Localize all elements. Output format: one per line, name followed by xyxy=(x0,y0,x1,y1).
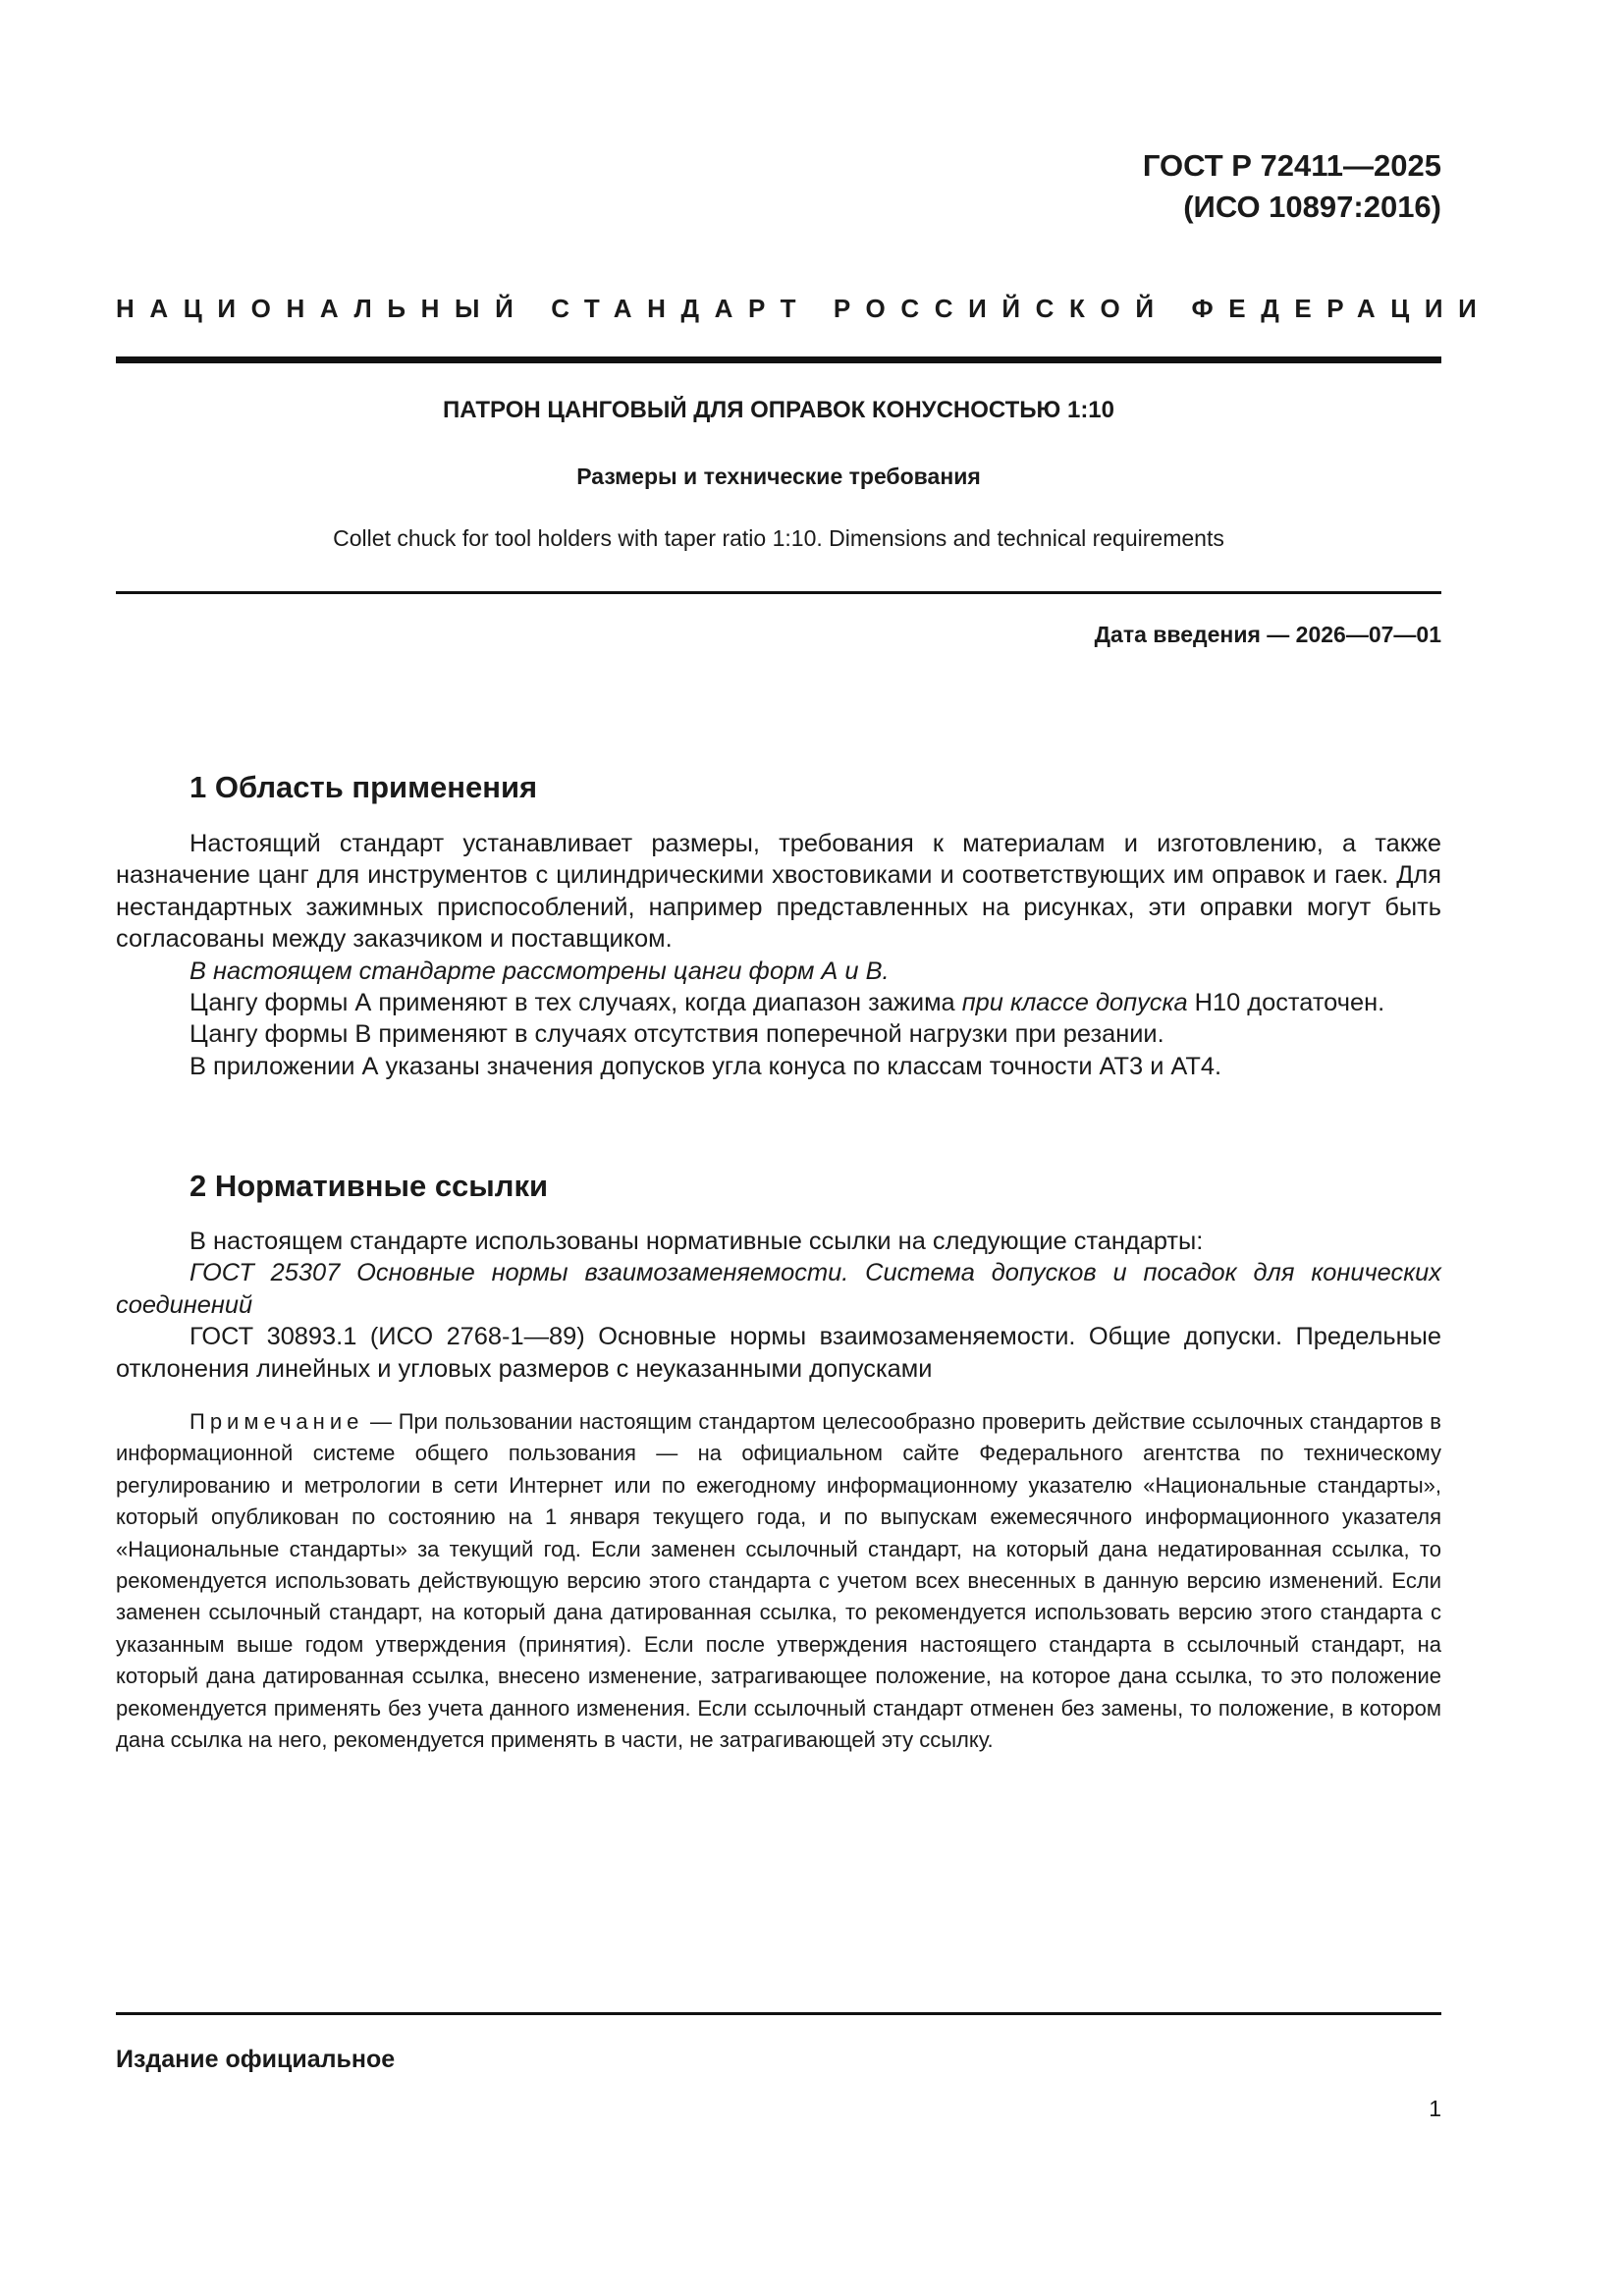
paragraph xyxy=(116,987,1441,1018)
note xyxy=(116,1406,1441,1756)
note-text: — При пользовании настоящим стандартом целесообразно проверить действие ссылочных стандартов в информационной системе общего пользования — на официальном сайте Федерального агентства по техническому регулированию и метрологии в сети Интернет или по ежегодному информационному указателю «Национальные стандарты», который опубликован по состоянию на 1 января текущего года, и по выпускам ежемесячного информационного указателя «Национальные стандарты» за текущий год. Если заменен ссылочный стандарт, на который дана недатированная ссылка, то рекомендуется использовать действующую версию этого стандарта с учетом всех внесенных в данную версию изменений. Если заменен ссылочный стандарт, на который дана датированная ссылка, то рекомендуется использовать версию этого стандарта с указанным выше годом утверждения (принятия). Если после утверждения настоящего стандарта в ссылочный стандарт, на который дана датированная ссылка, внесено изменение, затрагивающее положение, на которое дана ссылка, то это положение рекомендуется применять без учета данного изменения. Если ссылочный стандарт отменен без замены, то положение, в котором дана ссылка на него, рекомендуется применять в части, не затрагивающей эту ссылку. xyxy=(116,1409,1441,1753)
section-1-heading: 1 Область применения xyxy=(189,770,538,804)
text-run: H10 достаточен. xyxy=(1187,989,1385,1017)
section-2-heading: 2 Нормативные ссылки xyxy=(189,1169,549,1203)
edition-label: Издание официальное xyxy=(116,2046,396,2073)
page-number: 1 xyxy=(1429,2096,1441,2121)
title-divider xyxy=(116,591,1441,594)
paragraph: Настоящий стандарт устанавливает размеры, требования к материалам и изготовлению, а также назначение цанг для инструментов с цилиндрическими хвостовиками и соответствующих им оправок и гаек. Для нестандартных зажимных приспособлений, например представленных на рисунках, эти оправки могут быть согласованы между заказчиком и поставщиком. xyxy=(116,830,1441,954)
iso-reference: (ИСО 10897:2016) xyxy=(1183,190,1441,224)
paragraph: В настоящем стандарте использованы нормативные ссылки на следующие стандарты: xyxy=(189,1228,1204,1255)
header-divider xyxy=(116,356,1441,363)
section-2-body xyxy=(116,1226,1441,1385)
note-paragraph xyxy=(116,1406,1441,1756)
paragraph: В настоящем стандарте рассмотрены цанги форм А и В. xyxy=(189,957,890,985)
note-label: Примечание xyxy=(189,1409,364,1434)
paragraph: В приложении А указаны значения допусков угла конуса по классам точности АТ3 и АТ4. xyxy=(189,1052,1222,1080)
standard-designation xyxy=(1143,145,1441,228)
reference-item: ГОСТ 30893.1 (ИСО 2768-1—89) Основные нормы взаимозаменяемости. Общие допуски. Предельные отклонения линейных и угловых размеров с неуказанными допусками xyxy=(116,1323,1441,1383)
italic-text-run: при классе допуска xyxy=(961,989,1188,1017)
reference-item: ГОСТ 25307 Основные нормы взаимозаменяемости. Система допусков и посадок для конических соединений xyxy=(116,1259,1441,1319)
paragraph: Цангу формы В применяют в случаях отсутствия поперечной нагрузки при резании. xyxy=(189,1020,1164,1049)
document-title: ПАТРОН ЦАНГОВЫЙ ДЛЯ ОПРАВОК КОНУСНОСТЬЮ 1:10 xyxy=(442,397,1115,423)
footer-divider xyxy=(116,2012,1441,2015)
section-1-body xyxy=(116,828,1441,1082)
english-title: Collet chuck for tool holders with taper ratio 1:10. Dimensions and technical requirements xyxy=(333,525,1224,551)
introduction-date: Дата введения — 2026—07—01 xyxy=(1094,622,1441,647)
document-subtitle: Размеры и технические требования xyxy=(576,464,981,489)
doc-number: ГОСТ Р 72411—2025 xyxy=(1142,148,1441,183)
text-run: Цангу формы А применяют в тех случаях, когда диапазон зажима xyxy=(189,989,962,1017)
national-standard-heading: НАЦИОНАЛЬНЫЙ СТАНДАРТ РОССИЙСКОЙ ФЕДЕРАЦИИ xyxy=(116,294,1492,323)
